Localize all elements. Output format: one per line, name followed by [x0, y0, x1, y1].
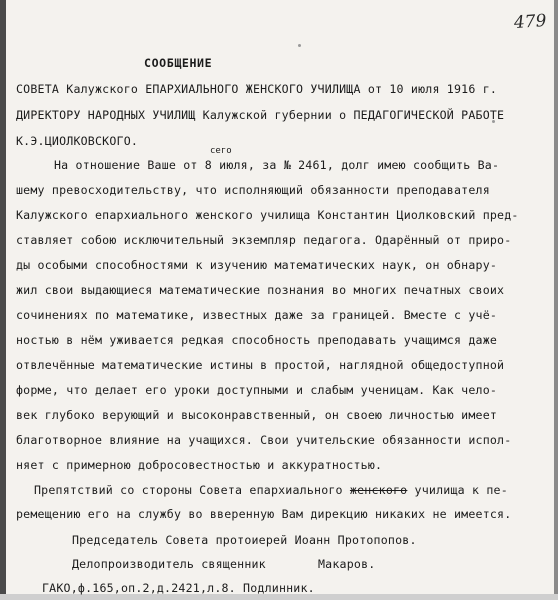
body-line: благотворное влияние на учащихся. Свои учительские обязанности испол-: [16, 433, 512, 447]
body-line: ставляет собою исключительный экземпляр педагога. Одарённый от приро-: [16, 233, 512, 247]
document-heading: СООБЩЕНИЕ: [144, 56, 213, 70]
signature-clerk-title: Делопроизводитель священник: [72, 557, 266, 571]
body-line: Калужского епархиального женского училища Константин Циолковский пред-: [16, 208, 519, 222]
right-page-edge: [554, 0, 558, 600]
paragraph-two-line: [34, 483, 508, 497]
signature-clerk-name: Макаров.: [318, 557, 376, 571]
body-line: ностью в нём уживается редкая способность преподавать учащимся даже: [16, 333, 498, 347]
handwritten-insert: сего: [210, 146, 232, 156]
header-line: СОВЕТА Калужского ЕПАРХИАЛЬНОГО ЖЕНСКОГО УЧИЛИЩА от 10 июля 1916 г.: [16, 82, 498, 96]
header-line: К.Э.ЦИОЛКОВСКОГО.: [16, 134, 139, 148]
struck-word: женского: [349, 483, 408, 497]
body-line: ды особыми способностями к изучению математических наук, он обнару-: [16, 258, 498, 272]
header-line: ДИРЕКТОРУ НАРОДНЫХ УЧИЛИЩ Калужской губернии о ПЕДАГОГИЧЕСКОЙ РАБОТЕ: [16, 108, 505, 122]
left-binding-edge: [0, 0, 6, 600]
body-line: На отношение Ваше от 8 июля, за № 2461, долг имею сообщить Ва-: [54, 158, 500, 172]
paragraph-two-end: училища к пе-: [407, 483, 508, 497]
paragraph-two-start: Препятствий со стороны Совета епархиального: [34, 483, 350, 497]
body-line: шему превосходительству, что исполняющий обязанности преподавателя: [16, 183, 490, 197]
page-number: 479: [512, 10, 547, 34]
body-line: няет с примерною добросовестностью и аккуратностью.: [16, 458, 383, 472]
paragraph-two-line: ремещению его на службу во вверенную Вам дирекцию никаких не имеется.: [16, 507, 512, 521]
archive-reference: ГАКО,ф.165,оп.2,д.2421,л.8. Подлинник.: [42, 581, 315, 595]
signature-chairman: Председатель Совета протоиерей Иоанн Протопопов.: [72, 533, 417, 547]
body-line: форме, что делает его уроки доступными и слабым ученицам. Как чело-: [16, 383, 498, 397]
body-line: век глубоко верующий и высоконравственный, он своею личностью имеет: [16, 408, 498, 422]
body-line: жил свои выдающиеся математические познания во многих печатных своих: [16, 283, 505, 297]
paper-speck: [298, 44, 301, 47]
body-line: сочинениях по математике, известных даже за границей. Вместе с учё-: [16, 308, 498, 322]
body-line: отвлечённые математические истины в простой, наглядной общедоступной: [16, 358, 505, 372]
